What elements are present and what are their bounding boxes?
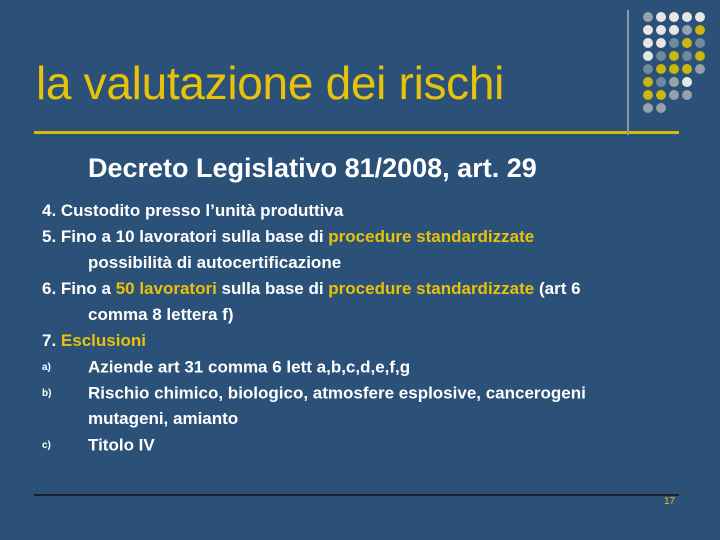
slide-number: 17 xyxy=(664,496,676,507)
item-5-text: 5. Fino a 10 lavoratori sulla base di xyxy=(42,227,329,246)
dot-row-7 xyxy=(643,90,692,100)
sub-item-a-text: Aziende art 31 comma 6 lett a,b,c,d,e,f,g xyxy=(88,357,411,377)
slide-title: la valutazione dei rischi xyxy=(36,57,505,109)
list-item-5-continuation: possibilità di autocertificazione xyxy=(88,253,342,272)
sub-item-b-marker: b) xyxy=(42,387,52,399)
list-item-4 xyxy=(42,198,692,224)
footer-rule xyxy=(34,494,679,496)
slide-subtitle: Decreto Legislativo 81/2008, art. 29 xyxy=(88,153,537,183)
sub-item-b-continuation: mutageni, amianto xyxy=(88,409,239,428)
dot-row-8 xyxy=(643,103,666,113)
item-6-highlight-workers: 50 lavoratori xyxy=(115,279,217,298)
list-item-5 xyxy=(42,224,692,250)
item-5-highlight: procedure standardizzate xyxy=(328,227,535,246)
dot-row-6 xyxy=(643,77,692,87)
dot-row-2 xyxy=(643,25,705,35)
list-item-6-continuation: comma 8 lettera f) xyxy=(88,305,234,324)
item-6-suffix: (art 6 xyxy=(534,279,581,298)
list-item-6 xyxy=(42,276,692,302)
item-6-highlight-procedures: procedure standardizzate xyxy=(328,279,535,298)
sub-item-a xyxy=(42,354,692,380)
dot-row-1 xyxy=(643,12,705,22)
item-7-highlight: Esclusioni xyxy=(60,331,146,350)
sub-item-c-marker: c) xyxy=(42,439,51,451)
decorative-dot-grid xyxy=(642,11,710,121)
item-6-middle: sulla base di xyxy=(216,279,329,298)
dot-row-5 xyxy=(643,64,705,74)
dot-row-3 xyxy=(643,38,705,48)
sub-item-b xyxy=(42,380,692,406)
item-7-prefix: 7. xyxy=(42,331,61,350)
dot-row-4 xyxy=(643,51,705,61)
sub-item-c-text: Titolo IV xyxy=(88,435,155,455)
sub-item-b-text: Rischio chimico, biologico, atmosfere esplosive, cancerogeni xyxy=(88,383,586,403)
item-4-text: 4. Custodito presso l’unità produttiva xyxy=(42,201,344,220)
content-list xyxy=(42,198,692,458)
sub-item-a-marker: a) xyxy=(42,361,51,373)
item-6-prefix: 6. Fino a xyxy=(42,279,116,298)
list-item-7 xyxy=(42,328,692,354)
decorative-vertical-line xyxy=(627,10,629,135)
sub-item-c xyxy=(42,432,692,458)
title-underline xyxy=(34,131,679,134)
